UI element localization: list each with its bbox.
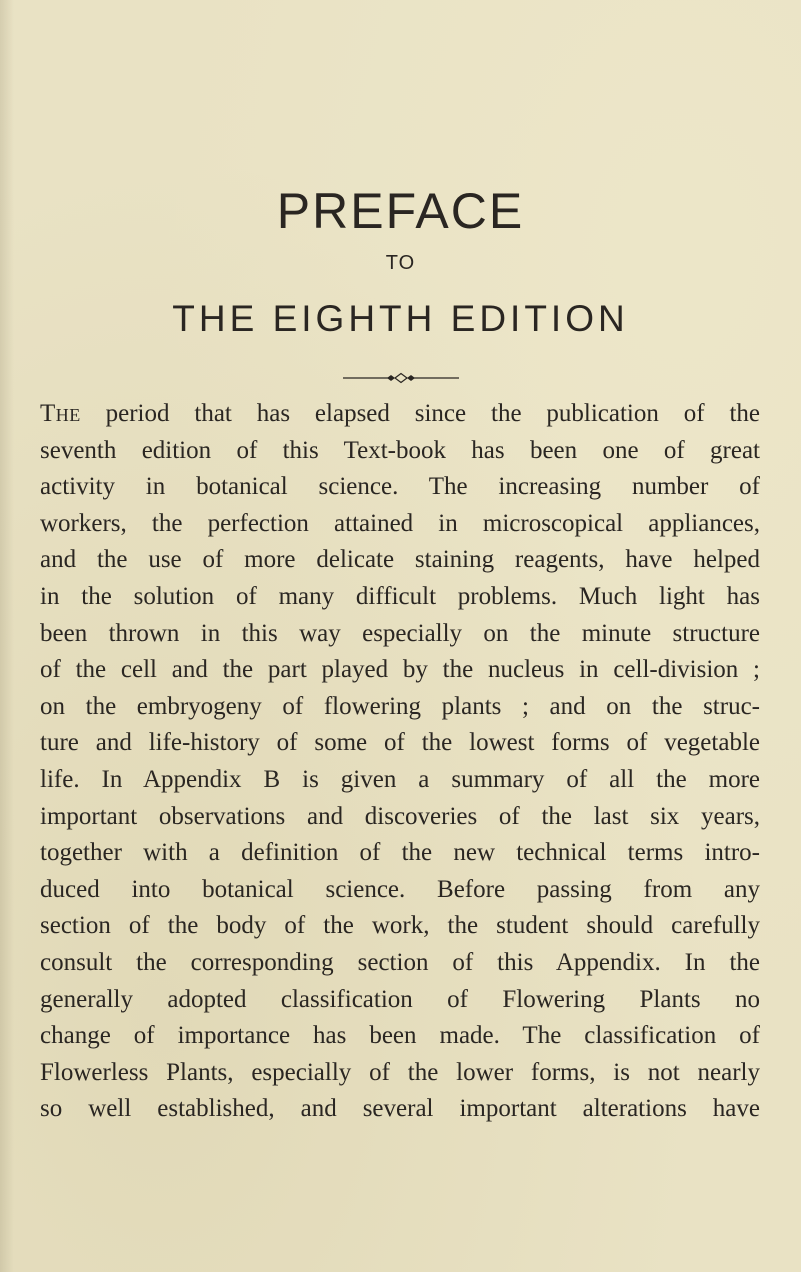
page-title: PREFACE — [276, 183, 525, 239]
body-line-9: on the embryogeny of flowering plants ; and on the struc- — [40, 692, 760, 720]
body-line-19: Flowerless Plants, especially of the lower forms, is not nearly — [40, 1058, 760, 1086]
diamond-rule-ornament-icon — [343, 372, 459, 384]
body-line-14: duced into botanical science. Before passing from any — [40, 875, 760, 903]
body-line-1 — [40, 396, 760, 433]
body-line-11: life. In Appendix B is given a summary of all the more — [40, 765, 760, 793]
body-line-5: and the use of more delicate staining reagents, have helped — [40, 546, 760, 574]
body-line-13: together with a definition of the new technical terms intro- — [40, 839, 760, 867]
body-line-12: important observations and discoveries of the last six years, — [40, 802, 760, 830]
title-connector: TO — [385, 252, 416, 274]
body-line-1-text: period that has elapsed since the publication of the — [80, 400, 760, 427]
body-line-18: change of importance has been made. The classification of — [40, 1022, 760, 1050]
page-subtitle: THE EIGHTH EDITION — [172, 298, 629, 339]
body-line-8: of the cell and the part played by the nucleus in cell-division ; — [40, 656, 760, 684]
body-line-10: ture and life-history of some of the lowest forms of vegetable — [40, 729, 760, 757]
body-line-7: been thrown in this way especially on the minute structure — [40, 619, 760, 647]
body-line-20: so well established, and several important alterations have — [40, 1095, 760, 1123]
body-line-4: workers, the perfection attained in microscopical appliances, — [40, 509, 760, 537]
body-line-15: section of the body of the work, the student should carefully — [40, 912, 760, 940]
body-line-16: consult the corresponding section of this Appendix. In the — [40, 948, 760, 976]
body-line-6: in the solution of many difficult problems. Much light has — [40, 582, 760, 610]
body-line-2: seventh edition of this Text-book has been one of great — [40, 436, 760, 464]
body-line-17: generally adopted classification of Flowering Plants no — [40, 985, 760, 1013]
body-line-3: activity in botanical science. The increasing number of — [40, 473, 760, 501]
preface-body — [40, 396, 760, 1128]
first-word-small-caps: The — [40, 400, 81, 427]
